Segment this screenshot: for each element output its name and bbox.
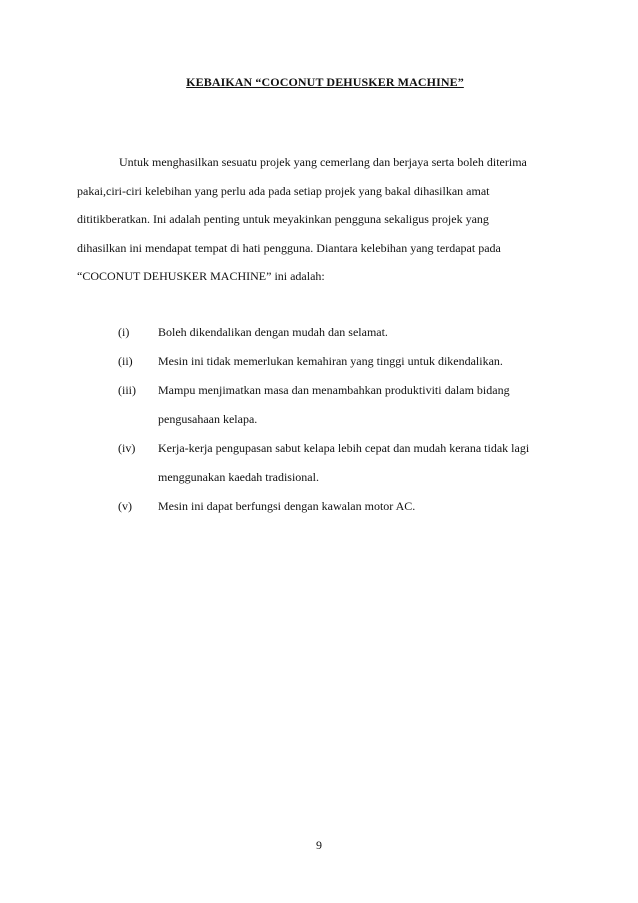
- paragraph-line: “COCONUT DEHUSKER MACHINE” ini adalah:: [77, 269, 325, 283]
- page-title: KEBAIKAN “COCONUT DEHUSKER MACHINE”: [186, 75, 464, 89]
- paragraph-line: dihasilkan ini mendapat tempat di hati pengguna. Diantara kelebihan yang terdapat pada: [77, 240, 501, 255]
- page-number: 9: [316, 838, 322, 852]
- list-item-text: Kerja-kerja pengupasan sabut kelapa lebih cepat dan mudah kerana tidak lagi: [158, 441, 530, 455]
- list-item-text: Boleh dikendalikan dengan mudah dan selamat.: [158, 325, 388, 339]
- paragraph-line: pakai,ciri-ciri kelebihan yang perlu ada pada setiap projek yang bakal dihasilkan amat: [77, 183, 490, 198]
- paragraph-line: Untuk menghasilkan sesuatu projek yang cemerlang dan berjaya serta boleh diterima: [119, 155, 527, 169]
- list-item-text: pengusahaan kelapa.: [158, 412, 258, 426]
- intro-paragraph: [77, 148, 555, 291]
- list-item-number: (i): [118, 325, 130, 339]
- paragraph-line: dititikberatkan. Ini adalah penting untuk meyakinkan pengguna sekaligus projek yang: [77, 212, 489, 226]
- list-item-number: (iv): [118, 441, 136, 455]
- list-item-number: (iii): [118, 383, 136, 397]
- list-item-text: menggunakan kaedah tradisional.: [158, 470, 319, 484]
- list-item-number: (ii): [118, 354, 133, 368]
- list-item-text: Mesin ini tidak memerlukan kemahiran yang tinggi untuk dikendalikan.: [158, 354, 503, 368]
- list-item-text: Mesin ini dapat berfungsi dengan kawalan motor AC.: [158, 499, 416, 513]
- list-item-text: Mampu menjimatkan masa dan menambahkan produktiviti dalam bidang: [158, 383, 510, 397]
- list-item-number: (v): [118, 499, 132, 513]
